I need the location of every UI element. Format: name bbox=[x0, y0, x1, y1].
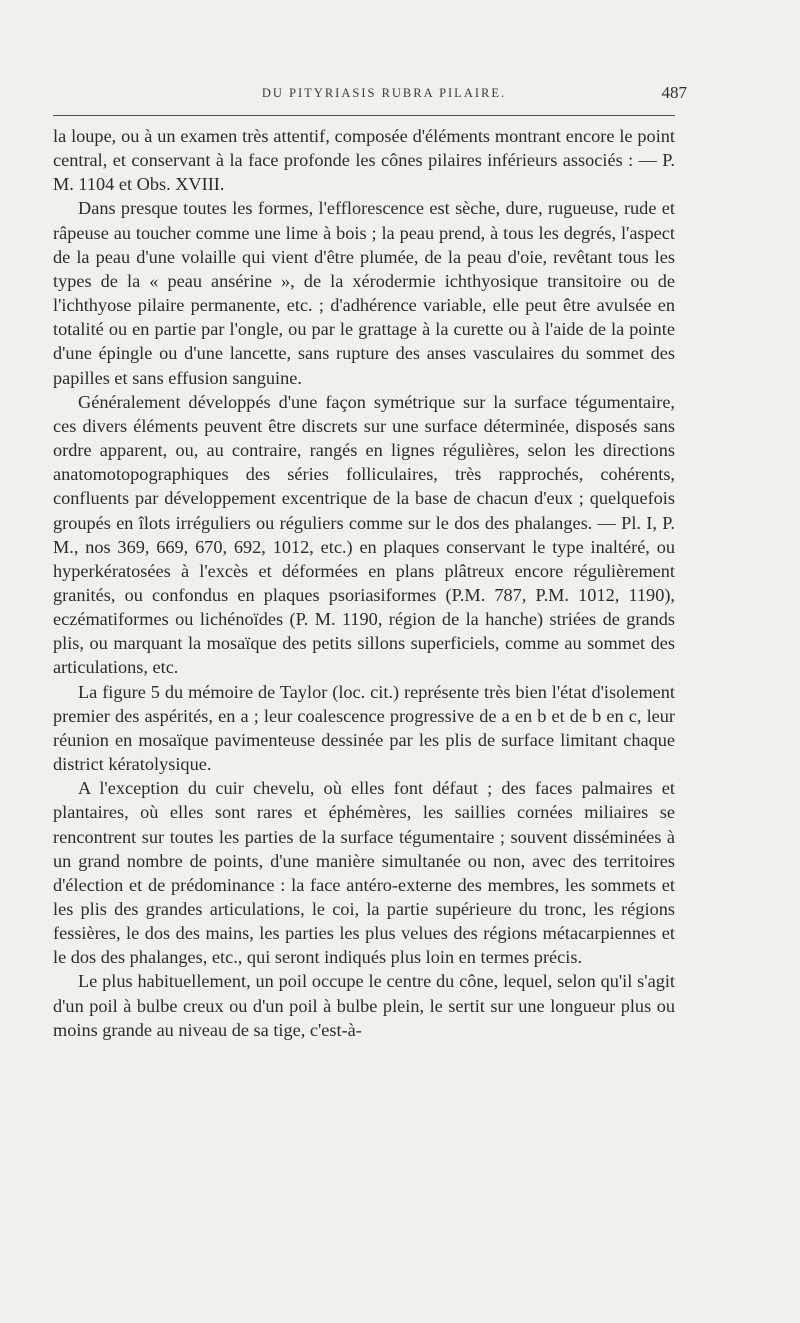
paragraph: A l'exception du cuir chevelu, où elles font défaut ; des faces palmaires et plantaires, où elles sont rares et éphémères, les saillies cornées miliaires se rencontrent sur toutes les parties de la surface tégumentaire ; souvent disséminées à un grand nombre de points, d'une manière simultanée ou non, avec des territoires d'élection et de prédominance : la face antéro-externe des membres, les sommets et les plis des grandes articulations, le coi, la partie supérieure du tronc, les régions fessières, le dos des mains, les parties les plus velues des régions métacarpiennes et le dos des phalanges, etc., qui seront indiqués plus loin en termes précis. bbox=[53, 778, 675, 968]
paragraph: La figure 5 du mémoire de Taylor (loc. cit.) représente très bien l'état d'isolement premier des aspérités, en a ; leur coalescence progressive de a en b et de b en c, leur réunion en mosaïque pavimenteuse dessinée par les plis de surface limitant chaque district kératolysique. bbox=[53, 681, 675, 775]
paragraph: Généralement développés d'une façon symétrique sur la surface tégumentaire, ces divers éléments peuvent être discrets sur une surface déterminée, disposés sans ordre apparent, ou, au contraire, rangés en lignes régulières, selon les directions anatomotopographiques des séries folliculaires, très rapprochés, cohérents, confluents par développement excentrique de la base de chacun d'eux ; quelquefois groupés en îlots irréguliers ou réguliers comme sur le dos des phalanges. — Pl. I, P. M., nos 369, 669, 670, 692, 1012, etc.) en plaques conservant le type inaltéré, ou hyperkératosées à l'excès et déformées en plans plâtreux encore régulièrement granités, ou confondus en plaques psoriasiformes (P.M. 787, P.M. 1012, 1190), eczématiformes ou lichénoïdes (P. M. 1190, région de la hanche) striées de grands plis, ou marquant la mosaïque des petits sillons superficiels, comme au sommet des articulations, etc. bbox=[53, 391, 675, 678]
paragraph: la loupe, ou à un examen très attentif, composée d'éléments montrant encore le point central, et conservant à la face profonde les cônes pilaires inférieurs associés : — P. M. 1104 et Obs. XVIII. bbox=[53, 126, 675, 195]
paragraph: Le plus habituellement, un poil occupe le centre du cône, lequel, selon qu'il s'agit d'un poil à bulbe creux ou d'un poil à bulbe plein, le sertit sur une longueur plus ou moins grande au niveau de sa tige, c'est-à- bbox=[53, 971, 675, 1040]
running-title: DU PITYRIASIS RUBRA PILAIRE. bbox=[261, 86, 507, 100]
paragraph: Dans presque toutes les formes, l'efflorescence est sèche, dure, rugueuse, rude et râpeuse au toucher comme une lime à bois ; la peau prend, à tous les degrés, l'aspect de la peau d'une volaille qui vient d'être plumée, de la peau d'oie, revêtant tous les types de la « peau ansérine », de la xérodermie ichthyosique transitoire ou de l'ichthyose pilaire permanente, etc. ; d'adhérence variable, elle peut être avulsée en totalité ou en partie par l'ongle, ou par le grattage à la curette ou à l'aide de la pointe d'une épingle ou d'une lancette, sans rupture des anses vasculaires du sommet des papilles et sans effusion sanguine. bbox=[53, 198, 675, 388]
running-head bbox=[53, 83, 687, 108]
header-rule bbox=[53, 115, 675, 116]
page-number: 487 bbox=[661, 83, 687, 102]
body-text bbox=[53, 124, 675, 1042]
